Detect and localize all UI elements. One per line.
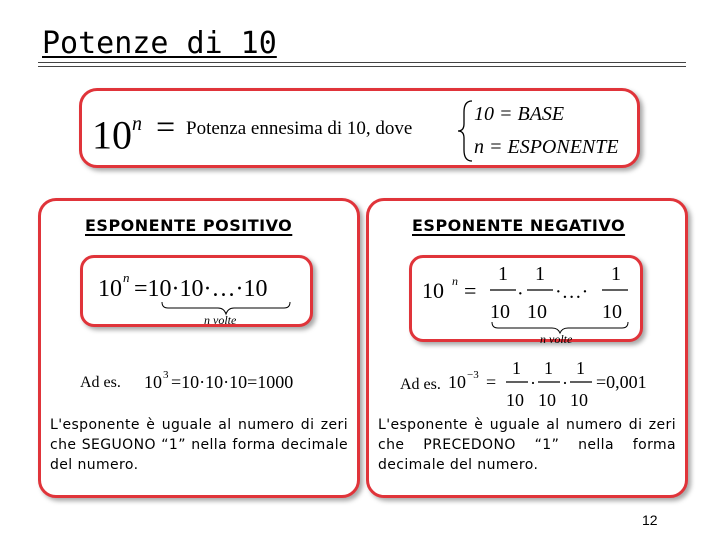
definition-exponent-line: n = ESPONENTE [474, 136, 619, 158]
svg-text:·…·: ·…· [555, 281, 589, 303]
definition-equals: = [156, 109, 176, 146]
definition-formula [92, 100, 142, 163]
page-number: 12 [642, 512, 658, 528]
positive-example-graphic [140, 366, 355, 396]
positive-brace-label: n volte [204, 313, 237, 327]
svg-text:10: 10 [448, 372, 466, 392]
svg-text:10: 10 [538, 390, 556, 410]
title-rule-top [38, 62, 686, 63]
svg-text:n: n [123, 270, 130, 285]
svg-text:10: 10 [602, 301, 622, 323]
positive-example-label: Ad es. [80, 374, 121, 391]
svg-text:n: n [452, 274, 458, 288]
svg-text:1: 1 [498, 263, 508, 285]
definition-exponent: n [132, 113, 142, 135]
definition-base-line: 10 = BASE [474, 103, 565, 125]
negative-formula-graphic [416, 258, 638, 340]
negative-description: L'esponente è uguale al numero di zeri che PRECEDONO “1” nella forma decimale del numero. [378, 417, 676, 473]
svg-text:1: 1 [512, 358, 521, 378]
svg-text:10: 10 [506, 390, 524, 410]
negative-brace-label: n volte [540, 332, 573, 346]
negative-example-graphic [446, 356, 676, 412]
definition-base: 10 [92, 112, 132, 158]
svg-text:=0,001: =0,001 [596, 372, 647, 392]
svg-text:10: 10 [144, 372, 162, 392]
svg-text:10: 10 [422, 278, 444, 303]
svg-text:=10·10·…·10: =10·10·…·10 [134, 276, 268, 302]
svg-text:10: 10 [490, 301, 510, 323]
svg-text:−3: −3 [467, 369, 479, 381]
svg-text:=: = [464, 278, 477, 303]
definition-brace [456, 98, 476, 164]
svg-text:10: 10 [570, 390, 588, 410]
svg-text:·: · [517, 283, 524, 305]
svg-text:1: 1 [611, 263, 621, 285]
svg-text:=: = [486, 372, 497, 392]
negative-example-label: Ad es. [400, 376, 441, 393]
svg-text:1: 1 [535, 263, 545, 285]
svg-text:·: · [562, 373, 568, 393]
svg-text:3: 3 [163, 369, 169, 381]
svg-text:=10·10·10=1000: =10·10·10=1000 [171, 372, 294, 392]
positive-description: L'esponente è uguale al numero di zeri che SEGUONO “1” nella forma decimale del numero. [50, 417, 348, 473]
definition-text: Potenza ennesima di 10, dove [186, 118, 413, 139]
svg-text:10: 10 [527, 301, 547, 323]
svg-text:1: 1 [576, 358, 585, 378]
svg-text:10: 10 [98, 276, 122, 302]
positive-heading: ESPONENTE POSITIVO [81, 216, 296, 235]
slide-title: Potenze di 10 [42, 26, 277, 61]
positive-formula-graphic [90, 262, 305, 326]
negative-heading: ESPONENTE NEGATIVO [408, 216, 629, 235]
title-rule-bottom [38, 66, 686, 67]
svg-text:·: · [530, 373, 536, 393]
svg-text:1: 1 [544, 358, 553, 378]
